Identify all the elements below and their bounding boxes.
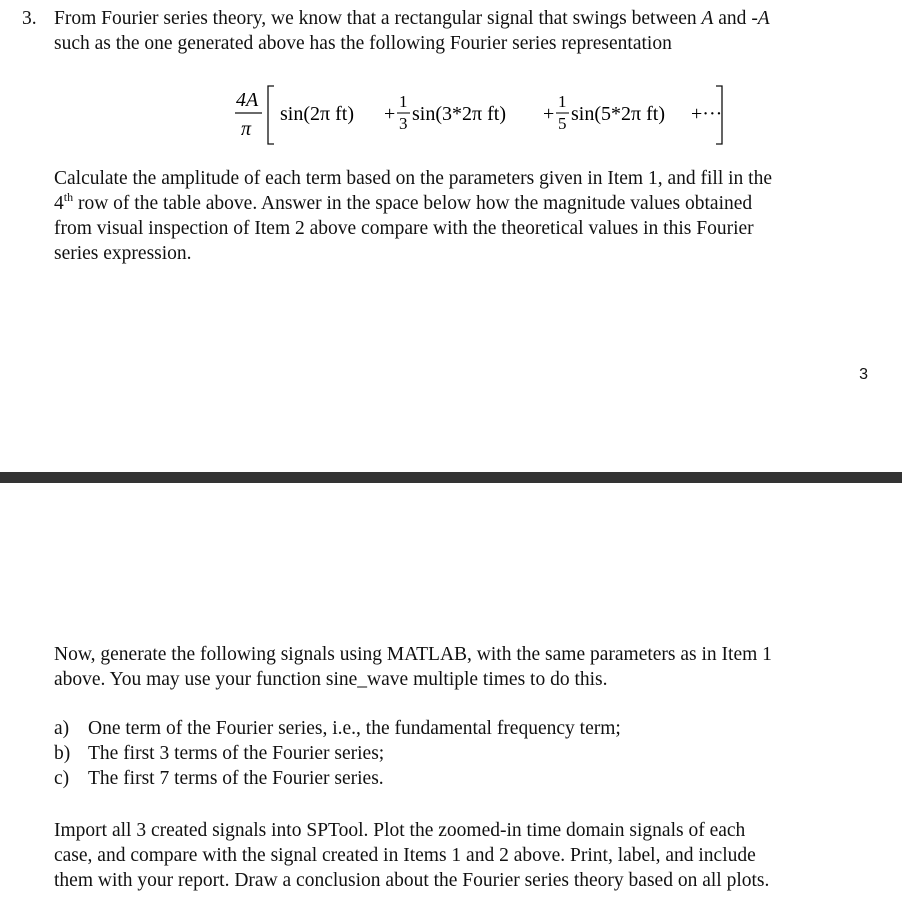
- formula-term-3: sin(5*2π ft): [571, 103, 665, 125]
- page-number: 3: [859, 366, 868, 383]
- frac2-numerator: 1: [558, 92, 567, 111]
- formula-term-2: sin(3*2π ft): [412, 103, 506, 125]
- intro-line-1: [54, 6, 770, 31]
- list-item-text: The first 7 terms of the Fourier series.: [88, 768, 384, 789]
- calc-line-2: [54, 191, 772, 216]
- formula-plus-1: +: [384, 103, 396, 125]
- list-item-label: a): [54, 718, 70, 739]
- calc-line-2-text: row of the table above. Answer in the space below how the magnitude values obtained: [77, 193, 753, 214]
- generate-line-1: Now, generate the following signals using MATLAB, with the same parameters as in Item 1: [54, 644, 772, 665]
- coef-denominator: π: [241, 118, 252, 140]
- list-item-text: The first 3 terms of the Fourier series;: [88, 743, 385, 764]
- calculate-paragraph: [54, 166, 772, 266]
- formula-term-1: sin(2π ft): [280, 103, 354, 125]
- frac1-numerator: 1: [399, 92, 408, 111]
- intro-var-neg-a: -A: [751, 8, 770, 29]
- import-line-3: them with your report. Draw a conclusion about the Fourier series theory based on all plots.: [54, 870, 770, 891]
- list-item: [54, 716, 621, 741]
- frac2-denominator: 5: [558, 114, 567, 133]
- signal-list: [54, 716, 621, 791]
- list-item-label: c): [54, 768, 70, 789]
- calc-line-3: from visual inspection of Item 2 above compare with the theoretical values in this Fourier: [54, 218, 754, 239]
- left-bracket: [268, 86, 274, 144]
- calc-ordinal: 4: [54, 193, 64, 214]
- import-paragraph: [54, 818, 769, 893]
- intro-line-1-text: From Fourier series theory, we know that a rectangular signal that swings between: [54, 8, 697, 29]
- intro-and: and: [718, 8, 747, 29]
- calc-line-1: Calculate the amplitude of each term based on the parameters given in Item 1, and fill in the: [54, 168, 772, 189]
- generate-paragraph: [54, 642, 772, 692]
- fourier-formula-svg: [232, 82, 792, 148]
- formula-plus-2: +: [543, 103, 555, 125]
- fourier-formula: [232, 82, 792, 148]
- frac1-denominator: 3: [399, 114, 408, 133]
- intro-paragraph: [54, 6, 770, 56]
- import-line-2: case, and compare with the signal created in Items 1 and 2 above. Print, label, and include: [54, 845, 756, 866]
- import-line-1: Import all 3 created signals into SPTool. Plot the zoomed-in time domain signals of each: [54, 820, 746, 841]
- generate-line-2: above. You may use your function sine_wave multiple times to do this.: [54, 669, 608, 690]
- coef-numerator: 4A: [236, 89, 259, 111]
- calc-line-4: series expression.: [54, 243, 192, 264]
- intro-line-2: such as the one generated above has the following Fourier series representation: [54, 33, 672, 54]
- intro-var-a: A: [701, 8, 714, 29]
- calc-ordinal-suffix: th: [63, 189, 74, 204]
- list-item-label: b): [54, 743, 71, 764]
- formula-tail: +···: [691, 103, 723, 125]
- question-number: 3.: [22, 8, 37, 29]
- list-item: [54, 741, 621, 766]
- page-divider: [0, 472, 902, 483]
- list-item-text: One term of the Fourier series, i.e., the fundamental frequency term;: [88, 718, 621, 739]
- list-item: [54, 766, 621, 791]
